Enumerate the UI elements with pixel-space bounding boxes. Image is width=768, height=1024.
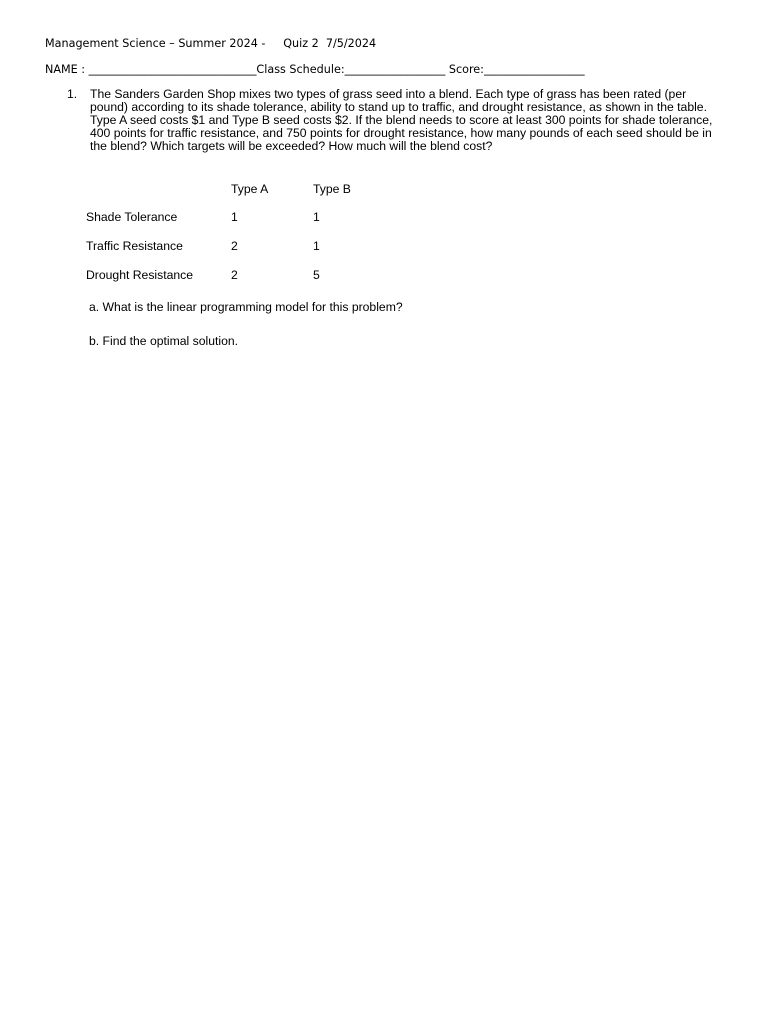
column-header-type-a: Type A — [231, 182, 269, 196]
column-header-type-b: Type B — [313, 182, 351, 196]
question-text: The Sanders Garden Shop mixes two types of grass seed into a blend. Each type of grass has been rated (per pound) according to its shade tolerance, ability to stand up to traffic, and drought resistance, as shown in the table. Type A seed costs $1 and Type B seed costs $2. If the blend needs to score at least 300 points for shade tolerance, 400 points for traffic resistance, and 750 points for drought resistance, how many pounds of each seed should be in the blend? Which targets will be exceeded? How much will the blend cost? — [90, 87, 713, 153]
question-part-b: b. Find the optimal solution. — [89, 334, 239, 348]
cell-drought-type-b: 5 — [313, 268, 320, 282]
cell-traffic-type-b: 1 — [313, 239, 320, 253]
course-title-line: Management Science – Summer 2024 - Quiz 2 7/5/2024 — [45, 37, 377, 50]
name-schedule-score-line: NAME : ______________________________Class Schedule:__________________ Score:__________________ — [45, 63, 585, 76]
cell-shade-type-b: 1 — [313, 210, 320, 224]
row-label-drought-resistance: Drought Resistance — [86, 268, 194, 282]
cell-shade-type-a: 1 — [231, 210, 238, 224]
question-number: 1. — [67, 87, 78, 101]
cell-drought-type-a: 2 — [231, 268, 238, 282]
row-label-shade-tolerance: Shade Tolerance — [86, 210, 178, 224]
question-part-a: a. What is the linear programming model for this problem? — [89, 300, 403, 314]
cell-traffic-type-a: 2 — [231, 239, 238, 253]
row-label-traffic-resistance: Traffic Resistance — [86, 239, 183, 253]
